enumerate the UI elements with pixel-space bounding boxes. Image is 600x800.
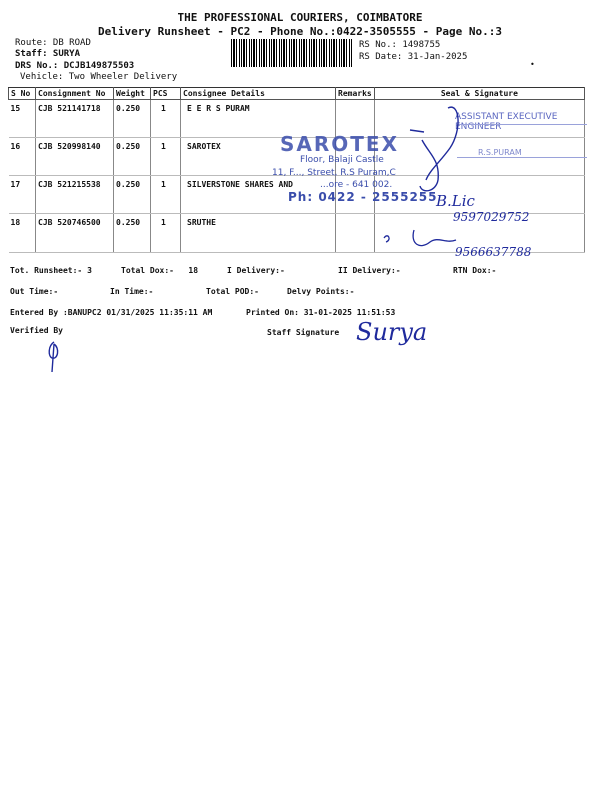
- col-sno: S No: [9, 88, 36, 100]
- cell-consignee: E E R S PURAM: [181, 100, 336, 138]
- route-label: Route: DB ROAD: [15, 38, 91, 48]
- sarotex-stamp-address-1: Floor, Balaji Castle: [300, 155, 384, 165]
- entered-by: Entered By :BANUPC2 01/31/2025 11:35:11 AM: [10, 308, 213, 317]
- official-stamp-lines: [457, 124, 587, 158]
- cell-consignee: SRUTHE: [181, 214, 336, 253]
- handwriting-b-lic: B.Lic: [436, 192, 475, 210]
- staff-label: Staff: SURYA: [15, 49, 81, 59]
- rs-date: RS Date: 31-Jan-2025: [359, 52, 468, 62]
- cell-consignment: CJB 521215538: [36, 176, 114, 214]
- cell-sno: 16: [9, 138, 36, 176]
- cell-pcs: 1: [151, 138, 181, 176]
- cell-consignee: SAROTEX: [181, 138, 336, 176]
- total-pod: Total POD:-: [206, 287, 259, 296]
- staff-signature-ink: Surya: [356, 318, 428, 346]
- sarotex-stamp-address-3: ...ore - 641 002.: [320, 180, 393, 190]
- cell-weight: 0.250: [114, 176, 151, 214]
- cell-remarks: [336, 214, 375, 253]
- col-consignment: Consignment No: [36, 88, 114, 100]
- cell-pcs: 1: [151, 176, 181, 214]
- col-consignee: Consignee Details: [181, 88, 336, 100]
- handwriting-phone-2: 9566637788: [455, 245, 532, 259]
- company-title: THE PROFESSIONAL COURIERS, COIMBATORE: [177, 11, 423, 24]
- delvy-points: Delvy Points:-: [287, 287, 355, 296]
- total-dox: Total Dox:- 18: [121, 266, 199, 275]
- sarotex-stamp-name: SAROTEX: [280, 132, 400, 156]
- handwritten-signature-row18: [380, 226, 460, 256]
- col-weight: Weight: [114, 88, 151, 100]
- table-header-row: [9, 88, 585, 100]
- col-pcs: PCS: [151, 88, 181, 100]
- cell-consignment: CJB 520746500: [36, 214, 114, 253]
- out-time: Out Time:-: [10, 287, 59, 296]
- rs-number: RS No.: 1498755: [359, 40, 441, 50]
- cell-consignment: CJB 521141718: [36, 100, 114, 138]
- col-seal-signature: Seal & Signature: [374, 88, 584, 100]
- verified-by: Verified By: [10, 326, 63, 335]
- cell-weight: 0.250: [114, 138, 151, 176]
- handwritten-signature-row16: [400, 100, 470, 200]
- printed-on: Printed On: 31-01-2025 11:51:53: [246, 308, 396, 317]
- verified-signature: [40, 338, 70, 374]
- sarotex-stamp-address-2: 11, F..., Street, R.S Puram,C: [272, 168, 396, 178]
- sarotex-stamp-phone: Ph: 0422 - 2555255: [288, 190, 438, 204]
- official-stamp-office: R.S.PURAM: [478, 148, 522, 157]
- cell-pcs: 1: [151, 100, 181, 138]
- tot-runsheet: Tot. Runsheet:- 3: [10, 266, 92, 275]
- in-time: In Time:-: [110, 287, 154, 296]
- official-stamp-title: ASSISTANT EXECUTIVE ENGINEER: [455, 112, 558, 132]
- rtn-dox: RTN Dox:-: [453, 266, 497, 275]
- cell-sno: 18: [9, 214, 36, 253]
- cell-consignment: CJB 520998140: [36, 138, 114, 176]
- barcode: [231, 39, 353, 67]
- vehicle-label: Vehicle: Two Wheeler Delivery: [20, 72, 178, 82]
- cell-consignee: SILVERSTONE SHARES AND: [181, 176, 336, 214]
- cell-sno: 17: [9, 176, 36, 214]
- runsheet-subtitle: Delivery Runsheet - PC2 - Phone No.:0422-3505555 - Page No.:3: [98, 25, 502, 38]
- i-delivery: I Delivery:-: [227, 266, 285, 275]
- handwriting-phone-1: 9597029752: [453, 210, 530, 224]
- cell-sno: 15: [9, 100, 36, 138]
- cell-weight: 0.250: [114, 100, 151, 138]
- cell-weight: 0.250: [114, 214, 151, 253]
- cell-pcs: 1: [151, 214, 181, 253]
- ii-delivery: II Delivery:-: [338, 266, 401, 275]
- stray-mark: •: [530, 60, 535, 69]
- drs-number: DRS No.: DCJB149875503: [15, 61, 135, 71]
- col-remarks: Remarks: [336, 88, 375, 100]
- staff-signature-label: Staff Signature: [267, 328, 340, 337]
